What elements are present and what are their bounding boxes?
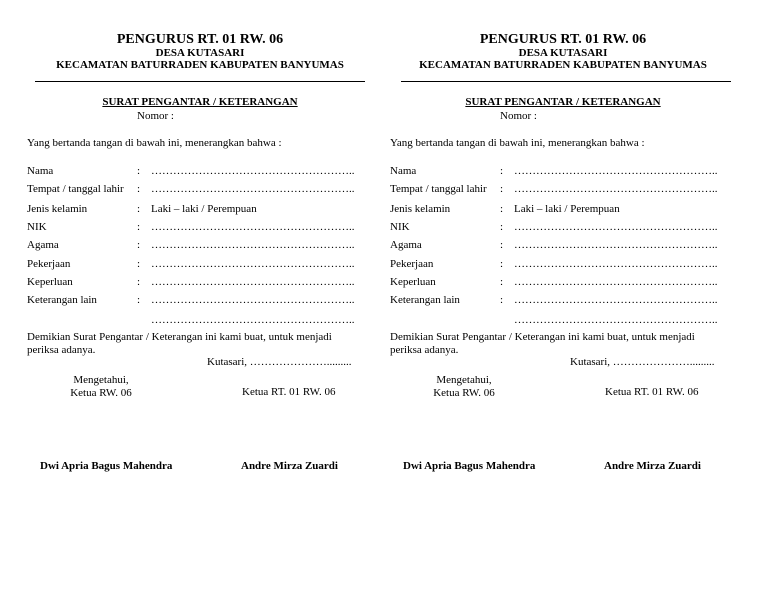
field-row-nama	[27, 165, 373, 179]
other-info-continuation: ………………………………………………..	[151, 314, 355, 326]
field-label: Pekerjaan	[390, 258, 434, 270]
field-row-religion	[27, 239, 373, 253]
district-name: KECAMATAN BATURRADEN KABUPATEN BANYUMAS	[419, 59, 707, 71]
field-row-nik	[390, 221, 736, 235]
other-info-continuation: ………………………………………………..	[514, 314, 718, 326]
field-value: ………………………………………………..	[514, 221, 718, 233]
field-label: Keperluan	[390, 276, 436, 288]
intro-text: Yang bertanda tangan di bawah ini, menerangkan bahwa :	[390, 137, 645, 149]
signer-rw-name: Dwi Apria Bagus Mahendra	[403, 460, 536, 472]
closing-statement: Demikian Surat Pengantar / Keterangan ini kami buat, untuk menjadi periksa adanya.	[390, 331, 695, 356]
field-label: Agama	[27, 239, 59, 251]
field-label: Keperluan	[27, 276, 73, 288]
field-row-occupation	[390, 258, 736, 272]
letter-title: SURAT PENGANTAR / KETERANGAN	[102, 96, 298, 108]
district-name: KECAMATAN BATURRADEN KABUPATEN BANYUMAS	[56, 59, 344, 71]
field-value: ………………………………………………..	[514, 183, 718, 195]
field-colon: :	[137, 165, 141, 177]
header-divider	[401, 81, 731, 82]
signer-rw-title: Ketua RW. 06	[70, 387, 132, 399]
field-row-other-info	[27, 294, 373, 308]
field-row-religion	[390, 239, 736, 253]
field-value: ………………………………………………..	[151, 183, 355, 195]
field-label: Tempat / tanggal lahir	[27, 183, 124, 195]
field-label: Jenis kelamin	[390, 203, 451, 215]
field-colon: :	[500, 221, 504, 233]
field-row-purpose	[27, 276, 373, 290]
field-colon: :	[137, 203, 141, 215]
signer-rt-name: Andre Mirza Zuardi	[604, 460, 701, 472]
signer-rt-title: Ketua RT. 01 RW. 06	[605, 386, 699, 398]
field-row-gender	[27, 203, 373, 217]
field-row-purpose	[390, 276, 736, 290]
acknowledgement-label: Mengetahui,	[436, 374, 492, 386]
signer-rw-block	[57, 374, 145, 400]
field-value: Laki – laki / Perempuan	[514, 203, 620, 215]
letter-form-left	[27, 0, 373, 594]
signer-rw-name: Dwi Apria Bagus Mahendra	[40, 460, 173, 472]
field-label: Pekerjaan	[27, 258, 71, 270]
field-label: Nama	[390, 165, 417, 177]
field-value: ………………………………………………..	[151, 258, 355, 270]
field-value: ………………………………………………..	[151, 239, 355, 251]
field-row-occupation	[27, 258, 373, 272]
field-value: ………………………………………………..	[514, 165, 718, 177]
field-row-nik	[27, 221, 373, 235]
field-colon: :	[137, 183, 141, 195]
field-colon: :	[500, 258, 504, 270]
field-row-birth	[390, 183, 736, 197]
signer-rw-block	[420, 374, 508, 400]
field-label: NIK	[27, 221, 47, 233]
field-colon: :	[137, 276, 141, 288]
field-colon: :	[137, 294, 141, 306]
closing-statement: Demikian Surat Pengantar / Keterangan ini kami buat, untuk menjadi periksa adanya.	[27, 331, 332, 356]
field-value: ………………………………………………..	[151, 294, 355, 306]
acknowledgement-label: Mengetahui,	[73, 374, 129, 386]
letter-number-label: Nomor :	[500, 110, 537, 122]
village-name: DESA KUTASARI	[518, 47, 608, 59]
field-label: Tempat / tanggal lahir	[390, 183, 487, 195]
field-colon: :	[500, 165, 504, 177]
field-row-other-info	[390, 294, 736, 308]
field-label: Nama	[27, 165, 54, 177]
intro-text: Yang bertanda tangan di bawah ini, menerangkan bahwa :	[27, 137, 282, 149]
field-value: ………………………………………………..	[151, 276, 355, 288]
field-colon: :	[137, 239, 141, 251]
field-colon: :	[500, 239, 504, 251]
signer-rt-name: Andre Mirza Zuardi	[241, 460, 338, 472]
field-row-birth	[27, 183, 373, 197]
field-colon: :	[500, 183, 504, 195]
field-label: Keterangan lain	[390, 294, 460, 306]
field-colon: :	[500, 294, 504, 306]
field-value: ………………………………………………..	[514, 258, 718, 270]
field-colon: :	[137, 221, 141, 233]
field-label: Agama	[390, 239, 422, 251]
field-colon: :	[500, 203, 504, 215]
letter-form-right	[390, 0, 736, 594]
field-value: ………………………………………………..	[514, 276, 718, 288]
field-value: ………………………………………………..	[151, 165, 355, 177]
field-row-nama	[390, 165, 736, 179]
village-name: DESA KUTASARI	[155, 47, 245, 59]
field-value: ………………………………………………..	[151, 221, 355, 233]
org-title: PENGURUS RT. 01 RW. 06	[116, 32, 284, 47]
place-date: Kutasari, ………………….........	[570, 356, 715, 368]
org-title: PENGURUS RT. 01 RW. 06	[479, 32, 647, 47]
field-colon: :	[500, 276, 504, 288]
signer-rw-title: Ketua RW. 06	[433, 387, 495, 399]
field-label: Keterangan lain	[27, 294, 97, 306]
field-value: ………………………………………………..	[514, 294, 718, 306]
field-label: Jenis kelamin	[27, 203, 88, 215]
header-divider	[35, 81, 365, 82]
place-date: Kutasari, ………………….........	[207, 356, 352, 368]
field-colon: :	[137, 258, 141, 270]
field-value: Laki – laki / Perempuan	[151, 203, 257, 215]
signer-rt-title: Ketua RT. 01 RW. 06	[242, 386, 336, 398]
letter-title: SURAT PENGANTAR / KETERANGAN	[465, 96, 661, 108]
field-value: ………………………………………………..	[514, 239, 718, 251]
field-label: NIK	[390, 221, 410, 233]
letter-number-label: Nomor :	[137, 110, 174, 122]
field-row-gender	[390, 203, 736, 217]
